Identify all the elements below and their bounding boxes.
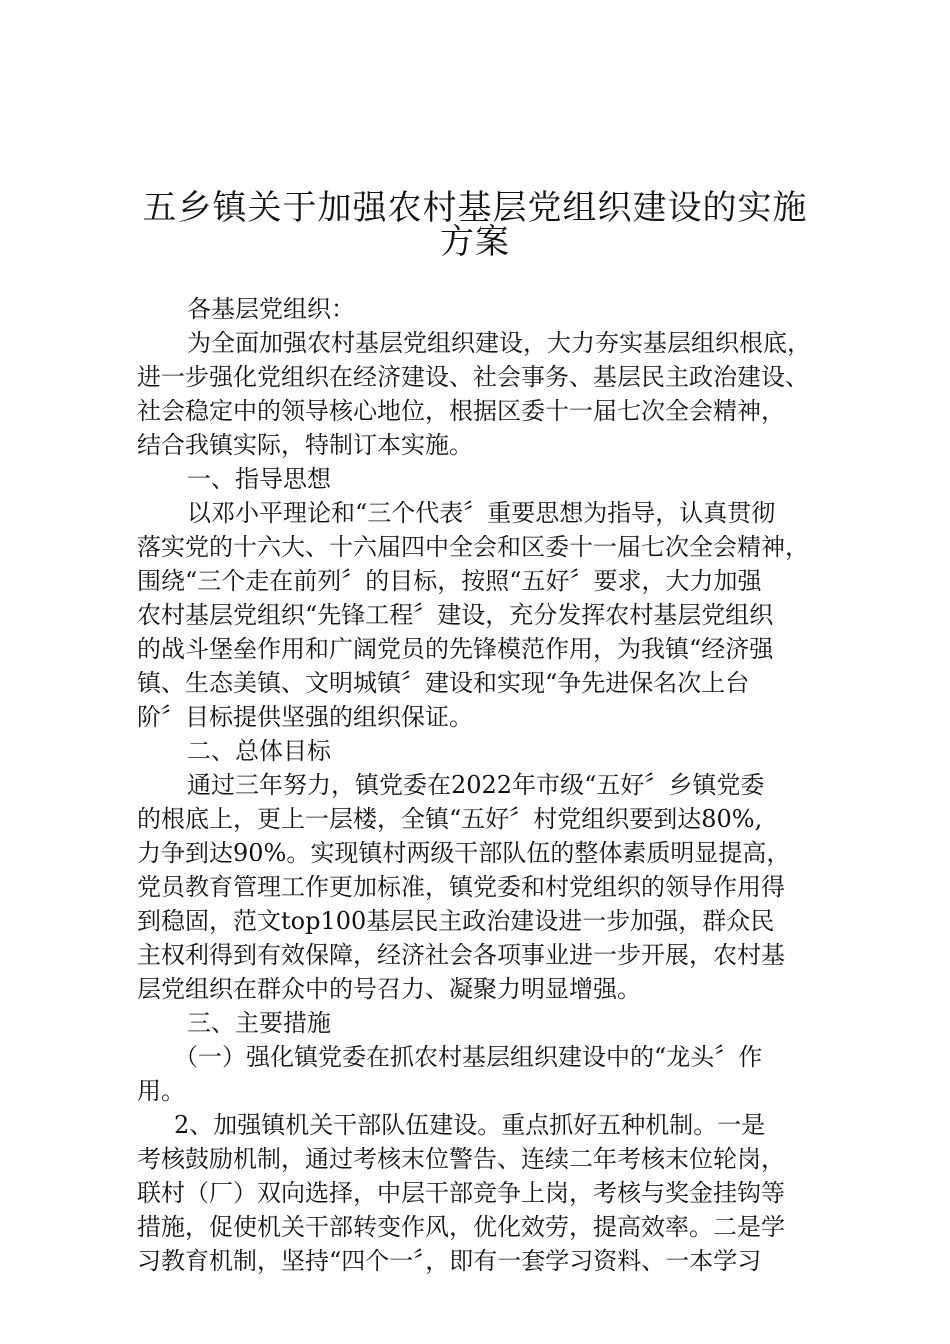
section-heading: 一、指导思想	[187, 465, 331, 493]
body-line: 社会稳定中的领导核心地位，根据区委十一届七次全会精神，	[137, 397, 785, 425]
body-line: 层党组织在群众中的号召力、凝聚力明显增强。	[137, 975, 641, 1003]
body-line: 主权利得到有效保障，经济社会各项事业进一步开展，农村基	[137, 941, 785, 969]
body-line: 通过三年努力，镇党委在2022年市级“五好〞乡镇党委	[187, 771, 765, 799]
body-line: 联村（厂）双向选择，中层干部竞争上岗，考核与奖金挂钩等	[137, 1179, 785, 1207]
body-line: 阶〞目标提供坚强的组织保证。	[137, 703, 473, 731]
body-line: 的根底上，更上一层楼，全镇“五好〞村党组织要到达80%,	[137, 805, 763, 833]
body-line: 力争到达90%。实现镇村两级干部队伍的整体素质明显提高，	[137, 839, 791, 867]
body-line: 2、加强镇机关干部队伍建设。重点抓好五种机制。一是	[174, 1111, 766, 1139]
body-line: 以邓小平理论和“三个代表〞重要思想为指导，认真贯彻	[187, 499, 776, 527]
body-line: 镇、生态美镇、文明城镇〞建设和实现“争先进保名次上台	[137, 669, 750, 697]
body-line: 进一步强化党组织在经济建设、社会事务、基层民主政治建设、	[137, 363, 809, 391]
body-line: 落实党的十六大、十六届四中全会和区委十一届七次全会精神，	[137, 533, 809, 561]
document-title-line-1: 五乡镇关于加强农村基层党组织建设的实施	[142, 188, 808, 228]
body-line: 考核鼓励机制，通过考核末位警告、连续二年考核末位轮岗，	[137, 1145, 785, 1173]
subsection-heading: （一）强化镇党委在抓农村基层组织建设中的“龙头〞作	[174, 1043, 763, 1071]
body-line: 党员教育管理工作更加标准，镇党委和村党组织的领导作用得	[137, 873, 785, 901]
body-line: 围绕“三个走在前列〞的目标，按照“五好〞要求，大力加强	[137, 567, 762, 595]
body-line: 用。	[137, 1077, 185, 1105]
section-heading: 二、总体目标	[187, 737, 331, 765]
document-body	[137, 292, 837, 1278]
body-line: 措施，促使机关干部转变作风，优化效劳，提高效率。二是学	[137, 1213, 785, 1241]
document-title-line-2: 方案	[440, 222, 510, 262]
body-line: 的战斗堡垒作用和广阔党员的先锋模范作用，为我镇“经济强	[137, 635, 774, 663]
section-heading: 三、主要措施	[187, 1009, 331, 1037]
body-line: 结合我镇实际，特制订本实施。	[137, 431, 473, 459]
body-line: 习教育机制，坚持“四个一〞，即有一套学习资料、一本学习	[137, 1247, 762, 1275]
body-line: 为全面加强农村基层党组织建设，大力夯实基层组织根底，	[187, 329, 811, 357]
salutation: 各基层党组织：	[187, 295, 355, 323]
body-line: 农村基层党组织“先锋工程〞建设，充分发挥农村基层党组织	[137, 601, 774, 629]
body-line: 到稳固，范文top100基层民主政治建设进一步加强，群众民	[137, 907, 775, 935]
